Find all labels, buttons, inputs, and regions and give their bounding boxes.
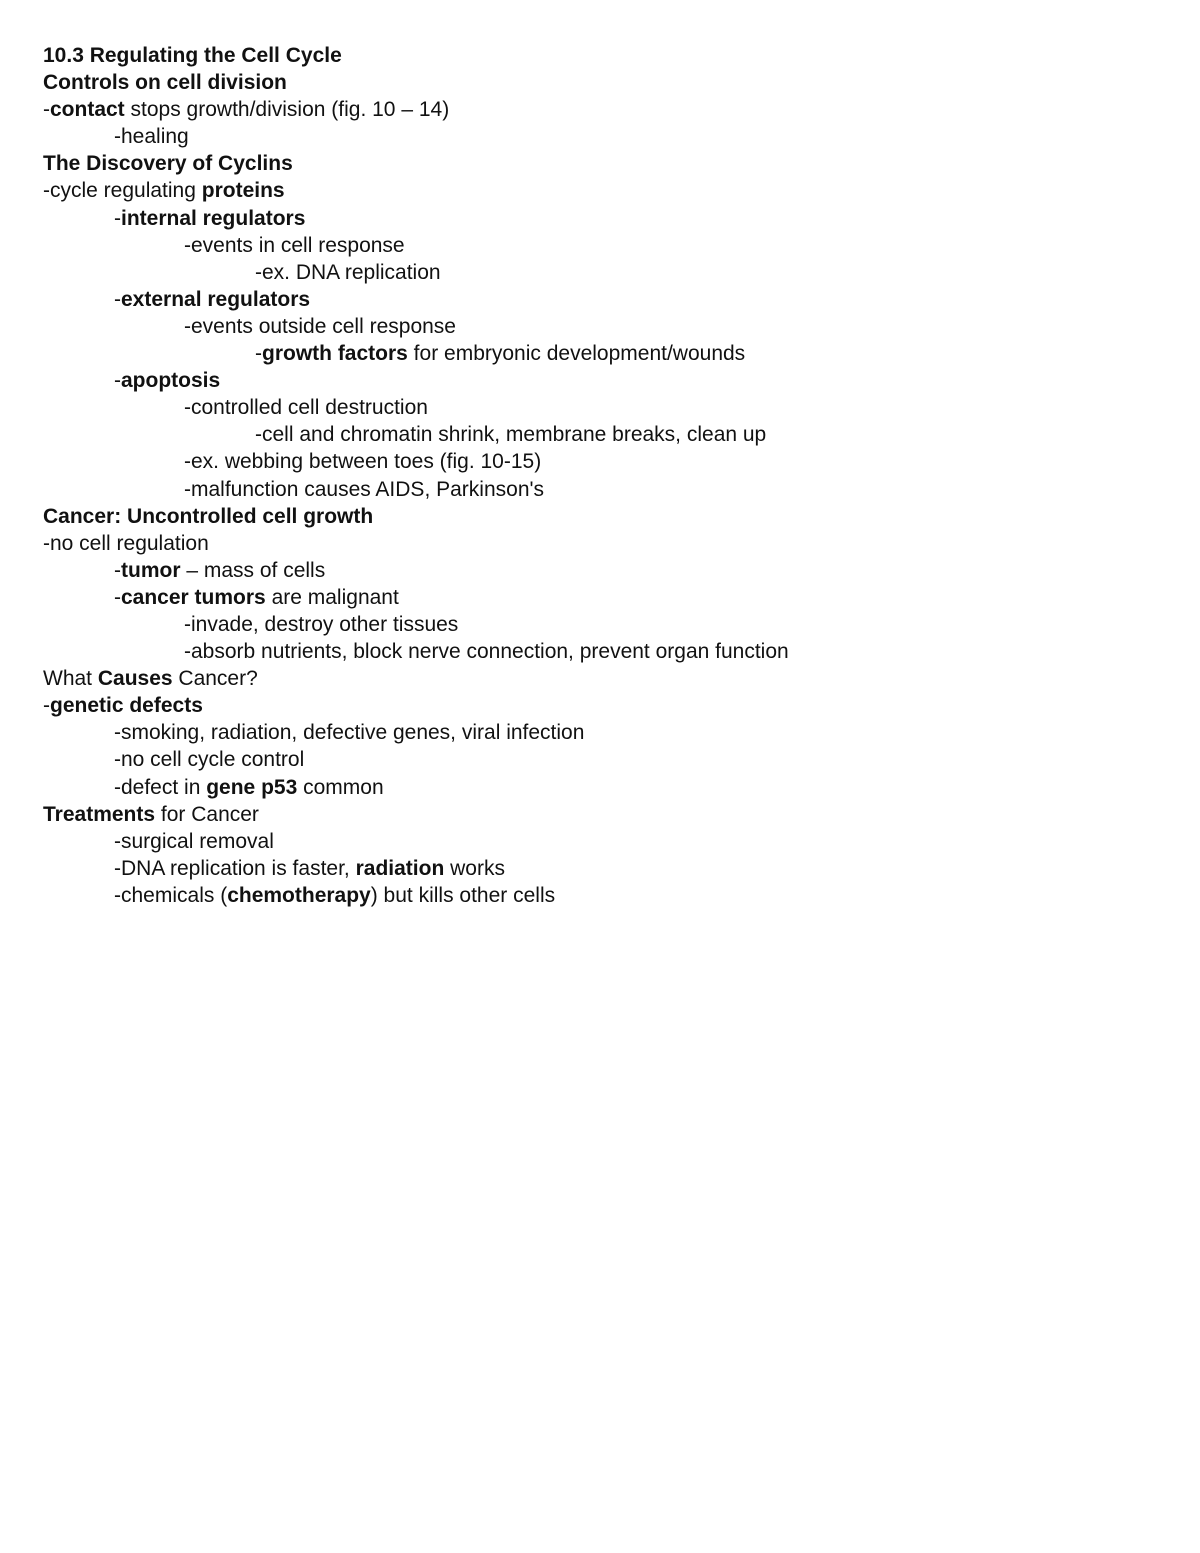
bold-term: cancer tumors <box>121 585 266 609</box>
outline-item-line <box>43 746 1163 773</box>
text-segment: -ex. webbing between toes (fig. 10-15) <box>184 450 542 474</box>
text-segment: -no cell regulation <box>43 531 209 555</box>
bold-term: internal regulators <box>121 206 306 230</box>
outline-item-line <box>43 286 1163 313</box>
text-segment: -events in cell response <box>184 233 405 257</box>
outline-item-line <box>43 394 1163 421</box>
outline-item-line <box>43 205 1163 232</box>
outline-heading-line <box>43 692 1163 719</box>
text-segment: stops growth/division (fig. 10 – 14) <box>124 98 450 122</box>
outline-item-line <box>43 340 1163 367</box>
outline-heading-line <box>43 665 1163 692</box>
text-segment: -absorb nutrients, block nerve connection, prevent organ function <box>184 640 789 664</box>
outline-item-line <box>43 367 1163 394</box>
outline-heading-line <box>43 96 1163 123</box>
bold-term: growth factors <box>262 342 408 366</box>
text-segment: -events outside cell response <box>184 314 456 338</box>
outline-heading-line <box>43 177 1163 204</box>
outline-heading-line <box>43 530 1163 557</box>
text-segment: works <box>444 856 505 880</box>
outline-heading-line <box>43 801 1163 828</box>
text-segment: ) but kills other cells <box>370 883 556 907</box>
outline-item-line <box>43 421 1163 448</box>
outline-item-line <box>43 557 1163 584</box>
outline-heading-line <box>43 42 1163 69</box>
outline-item-line <box>43 259 1163 286</box>
bold-term: Cancer: Uncontrolled cell growth <box>43 504 374 528</box>
text-segment: -defect in <box>114 775 207 799</box>
text-segment: -smoking, radiation, defective genes, viral infection <box>114 721 585 745</box>
text-segment: - <box>43 98 50 122</box>
text-segment: -malfunction causes AIDS, Parkinson's <box>184 477 545 501</box>
text-segment: -controlled cell destruction <box>184 396 428 420</box>
outline-item-line <box>43 882 1163 909</box>
outline-item-line <box>43 313 1163 340</box>
bold-term: tumor <box>121 558 181 582</box>
text-segment: – mass of cells <box>180 558 326 582</box>
outline-item-line <box>43 638 1163 665</box>
document-page <box>43 42 1163 909</box>
text-segment: for embryonic development/wounds <box>407 342 746 366</box>
text-segment: -surgical removal <box>114 829 274 853</box>
text-segment: - <box>114 369 121 393</box>
outline-item-line <box>43 774 1163 801</box>
bold-term: external regulators <box>121 287 311 311</box>
bold-term: 10.3 Regulating the Cell Cycle <box>43 44 342 67</box>
text-segment: What <box>43 667 98 691</box>
text-segment: -cycle regulating <box>43 179 202 203</box>
bold-term: chemotherapy <box>227 883 371 907</box>
bold-term: genetic defects <box>50 694 203 718</box>
text-segment: for Cancer <box>155 802 259 826</box>
text-segment: -DNA replication is faster, <box>114 856 356 880</box>
text-segment: Cancer? <box>172 667 258 691</box>
outline-item-line <box>43 855 1163 882</box>
bold-term: The Discovery of Cyclins <box>43 152 293 176</box>
outline-heading-line <box>43 150 1163 177</box>
text-segment: -healing <box>114 125 189 149</box>
bold-term: radiation <box>355 856 445 880</box>
bold-term: gene p53 <box>206 775 298 799</box>
outline-item-line <box>43 611 1163 638</box>
outline-heading-line <box>43 503 1163 530</box>
outline-heading-line <box>43 69 1163 96</box>
text-segment: - <box>114 206 121 230</box>
text-segment: are malignant <box>265 585 399 609</box>
outline-item-line <box>43 584 1163 611</box>
text-segment: - <box>255 342 262 366</box>
text-segment: - <box>114 585 121 609</box>
text-segment: -invade, destroy other tissues <box>184 612 459 636</box>
bold-term: Causes <box>97 667 173 691</box>
outline-item-line <box>43 476 1163 503</box>
outline-item-line <box>43 448 1163 475</box>
text-segment: -no cell cycle control <box>114 748 305 772</box>
outline-item-line <box>43 232 1163 259</box>
text-segment: - <box>114 558 121 582</box>
text-segment: -ex. DNA replication <box>255 260 441 284</box>
outline-item-line <box>43 828 1163 855</box>
text-segment: - <box>43 694 50 718</box>
bold-term: Treatments <box>43 802 156 826</box>
bold-term: Controls on cell division <box>43 71 287 95</box>
text-segment: - <box>114 287 121 311</box>
bold-term: apoptosis <box>121 369 221 393</box>
text-segment: common <box>297 775 384 799</box>
bold-term: contact <box>50 98 125 122</box>
outline-item-line <box>43 719 1163 746</box>
text-segment: -cell and chromatin shrink, membrane breaks, clean up <box>255 423 767 447</box>
outline-item-line <box>43 123 1163 150</box>
bold-term: proteins <box>201 179 285 203</box>
text-segment: -chemicals ( <box>114 883 228 907</box>
